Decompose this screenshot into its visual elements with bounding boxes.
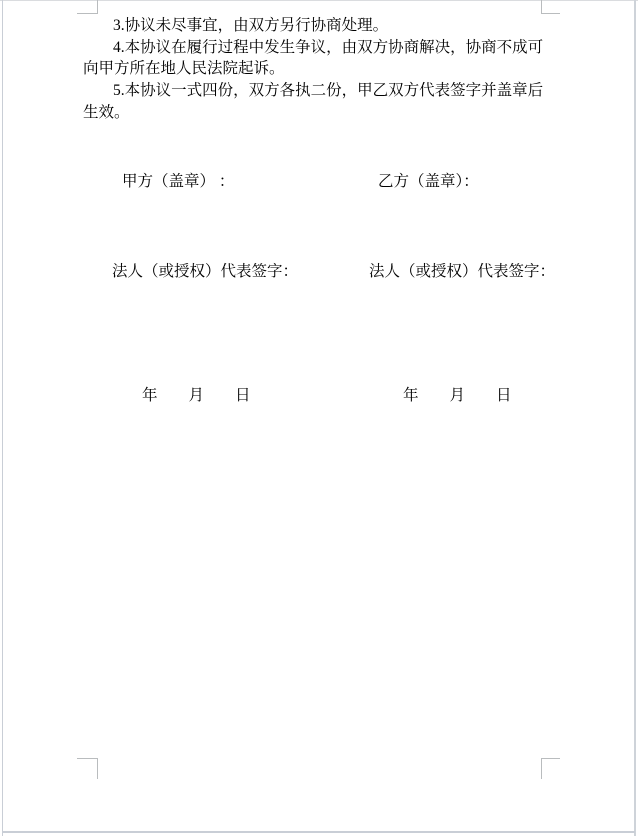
page-bottom-border <box>2 831 635 833</box>
clause-5-line-2[interactable]: 生效。 <box>83 103 130 121</box>
crop-mark-top-right-vertical <box>541 0 542 14</box>
crop-mark-bottom-left-vertical <box>97 758 98 779</box>
clause-3-line[interactable]: 3.协议未尽事宜，由双方另行协商处理。 <box>113 17 389 34</box>
clause-4-line-2[interactable]: 向甲方所在地人民法院起诉。 <box>83 60 285 78</box>
page-top-separator <box>0 0 638 1</box>
party-b-representative-signature-label[interactable]: 法人（或授权）代表签字： <box>369 263 556 280</box>
crop-mark-top-right-horizontal <box>541 13 560 14</box>
contract-clauses[interactable] <box>83 15 543 124</box>
party-b-seal-label[interactable]: 乙方（盖章）： <box>378 173 479 190</box>
clause-4-line-1[interactable]: 4.本协议在履行过程中发生争议，由双方协商解决，协商不成可 <box>113 38 544 56</box>
crop-mark-bottom-right-vertical <box>541 758 542 779</box>
party-a-seal-label[interactable]: 甲方（盖章） ： <box>122 173 235 190</box>
page-right-border <box>634 0 636 836</box>
clause-5-line-1[interactable]: 5.本协议一式四份，双方各执二份，甲乙双方代表签字并盖章后 <box>113 82 544 100</box>
crop-mark-bottom-right-horizontal <box>541 758 560 759</box>
party-a-date-line[interactable]: 年 月 日 <box>142 387 251 404</box>
crop-mark-top-left-vertical <box>97 0 98 14</box>
party-b-date-line[interactable]: 年 月 日 <box>403 387 512 404</box>
crop-mark-bottom-left-horizontal <box>77 758 98 759</box>
crop-mark-top-left-horizontal <box>77 13 98 14</box>
party-a-representative-signature-label[interactable]: 法人（或授权）代表签字： <box>112 263 299 280</box>
page-left-border <box>2 0 3 836</box>
